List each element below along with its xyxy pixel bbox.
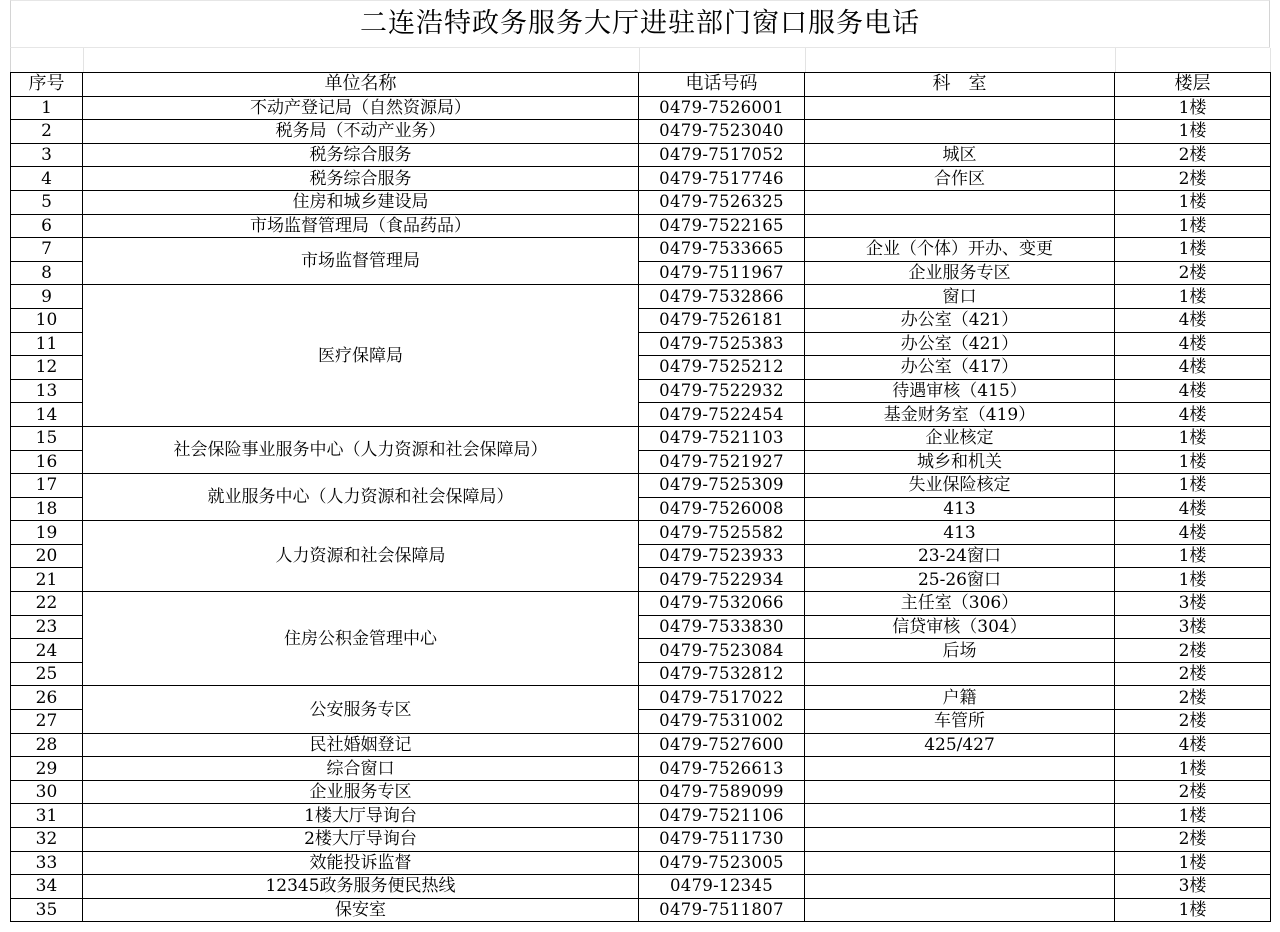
phone-directory-sheet bbox=[10, 0, 1270, 922]
cell-unit: 住房和城乡建设局 bbox=[83, 190, 639, 214]
cell-phone: 0479-7517746 bbox=[639, 167, 805, 191]
header-floor: 楼层 bbox=[1115, 73, 1271, 97]
cell-dept: 主任室（306） bbox=[805, 592, 1115, 616]
cell-unit: 就业服务中心（人力资源和社会保障局） bbox=[83, 474, 639, 521]
cell-unit: 民社婚姻登记 bbox=[83, 733, 639, 757]
cell-seq: 7 bbox=[11, 238, 83, 262]
cell-unit: 社会保险事业服务中心（人力资源和社会保障局） bbox=[83, 426, 639, 473]
cell-seq: 26 bbox=[11, 686, 83, 710]
cell-seq: 11 bbox=[11, 332, 83, 356]
table-row bbox=[11, 426, 1271, 450]
cell-seq: 1 bbox=[11, 96, 83, 120]
cell-seq: 3 bbox=[11, 143, 83, 167]
cell-floor: 2楼 bbox=[1115, 143, 1271, 167]
cell-dept: 户籍 bbox=[805, 686, 1115, 710]
cell-floor: 1楼 bbox=[1115, 757, 1271, 781]
table-row bbox=[11, 474, 1271, 498]
table-row bbox=[11, 190, 1271, 214]
cell-phone: 0479-7525309 bbox=[639, 474, 805, 498]
table-row bbox=[11, 733, 1271, 757]
table-row bbox=[11, 521, 1271, 545]
cell-floor: 1楼 bbox=[1115, 804, 1271, 828]
cell-dept: 23-24窗口 bbox=[805, 544, 1115, 568]
table-row bbox=[11, 143, 1271, 167]
cell-floor: 1楼 bbox=[1115, 851, 1271, 875]
cell-phone: 0479-7522932 bbox=[639, 379, 805, 403]
grid-line bbox=[639, 48, 640, 72]
table-row bbox=[11, 875, 1271, 899]
header-dept: 科 室 bbox=[805, 73, 1115, 97]
cell-dept: 413 bbox=[805, 521, 1115, 545]
table-row bbox=[11, 238, 1271, 262]
table-row bbox=[11, 686, 1271, 710]
cell-dept: 企业服务专区 bbox=[805, 261, 1115, 285]
cell-phone: 0479-7589099 bbox=[639, 780, 805, 804]
cell-phone: 0479-7526008 bbox=[639, 497, 805, 521]
cell-phone: 0479-7523933 bbox=[639, 544, 805, 568]
cell-floor: 2楼 bbox=[1115, 662, 1271, 686]
cell-dept: 25-26窗口 bbox=[805, 568, 1115, 592]
cell-phone: 0479-7523084 bbox=[639, 639, 805, 663]
cell-phone: 0479-7522454 bbox=[639, 403, 805, 427]
cell-phone: 0479-7525582 bbox=[639, 521, 805, 545]
cell-dept: 后场 bbox=[805, 639, 1115, 663]
cell-phone: 0479-7526181 bbox=[639, 308, 805, 332]
cell-floor: 3楼 bbox=[1115, 592, 1271, 616]
cell-seq: 17 bbox=[11, 474, 83, 498]
cell-unit: 保安室 bbox=[83, 898, 639, 922]
cell-seq: 20 bbox=[11, 544, 83, 568]
table-row bbox=[11, 851, 1271, 875]
cell-dept: 待遇审核（415） bbox=[805, 379, 1115, 403]
cell-seq: 4 bbox=[11, 167, 83, 191]
cell-seq: 8 bbox=[11, 261, 83, 285]
table-row bbox=[11, 96, 1271, 120]
table-row bbox=[11, 757, 1271, 781]
cell-floor: 1楼 bbox=[1115, 190, 1271, 214]
table-body bbox=[11, 96, 1271, 922]
cell-unit: 不动产登记局（自然资源局） bbox=[83, 96, 639, 120]
cell-seq: 28 bbox=[11, 733, 83, 757]
cell-unit: 医疗保障局 bbox=[83, 285, 639, 427]
cell-seq: 16 bbox=[11, 450, 83, 474]
cell-floor: 1楼 bbox=[1115, 238, 1271, 262]
cell-unit: 税务综合服务 bbox=[83, 167, 639, 191]
directory-table bbox=[10, 72, 1271, 922]
cell-phone: 0479-7523040 bbox=[639, 120, 805, 144]
table-row bbox=[11, 120, 1271, 144]
cell-dept: 413 bbox=[805, 497, 1115, 521]
header-phone: 电话号码 bbox=[639, 73, 805, 97]
cell-seq: 9 bbox=[11, 285, 83, 309]
cell-floor: 4楼 bbox=[1115, 379, 1271, 403]
cell-phone: 0479-7531002 bbox=[639, 710, 805, 734]
cell-phone: 0479-7527600 bbox=[639, 733, 805, 757]
cell-phone: 0479-7517052 bbox=[639, 143, 805, 167]
cell-phone: 0479-7532812 bbox=[639, 662, 805, 686]
cell-phone: 0479-7525383 bbox=[639, 332, 805, 356]
cell-floor: 2楼 bbox=[1115, 710, 1271, 734]
cell-phone: 0479-7533665 bbox=[639, 238, 805, 262]
cell-phone: 0479-7521927 bbox=[639, 450, 805, 474]
cell-seq: 34 bbox=[11, 875, 83, 899]
cell-phone: 0479-7532866 bbox=[639, 285, 805, 309]
cell-floor: 2楼 bbox=[1115, 780, 1271, 804]
cell-dept bbox=[805, 757, 1115, 781]
cell-phone: 0479-7522165 bbox=[639, 214, 805, 238]
cell-floor: 3楼 bbox=[1115, 875, 1271, 899]
grid-line bbox=[1115, 48, 1116, 72]
cell-seq: 25 bbox=[11, 662, 83, 686]
cell-floor: 4楼 bbox=[1115, 308, 1271, 332]
table-row bbox=[11, 285, 1271, 309]
cell-seq: 23 bbox=[11, 615, 83, 639]
cell-dept bbox=[805, 96, 1115, 120]
cell-seq: 2 bbox=[11, 120, 83, 144]
cell-dept: 合作区 bbox=[805, 167, 1115, 191]
cell-seq: 21 bbox=[11, 568, 83, 592]
cell-dept bbox=[805, 214, 1115, 238]
cell-seq: 29 bbox=[11, 757, 83, 781]
cell-dept bbox=[805, 190, 1115, 214]
cell-dept: 425/427 bbox=[805, 733, 1115, 757]
cell-unit: 效能投诉监督 bbox=[83, 851, 639, 875]
cell-seq: 14 bbox=[11, 403, 83, 427]
table-row bbox=[11, 214, 1271, 238]
cell-unit: 人力资源和社会保障局 bbox=[83, 521, 639, 592]
cell-seq: 5 bbox=[11, 190, 83, 214]
header-seq: 序号 bbox=[11, 73, 83, 97]
cell-dept: 城区 bbox=[805, 143, 1115, 167]
cell-dept bbox=[805, 875, 1115, 899]
cell-seq: 6 bbox=[11, 214, 83, 238]
grid-line bbox=[1270, 48, 1271, 72]
cell-phone: 0479-12345 bbox=[639, 875, 805, 899]
cell-floor: 1楼 bbox=[1115, 544, 1271, 568]
cell-dept: 办公室（421） bbox=[805, 332, 1115, 356]
cell-seq: 31 bbox=[11, 804, 83, 828]
cell-floor: 2楼 bbox=[1115, 686, 1271, 710]
table-row bbox=[11, 167, 1271, 191]
cell-seq: 18 bbox=[11, 497, 83, 521]
cell-seq: 30 bbox=[11, 780, 83, 804]
header-unit: 单位名称 bbox=[83, 73, 639, 97]
cell-floor: 1楼 bbox=[1115, 120, 1271, 144]
cell-seq: 24 bbox=[11, 639, 83, 663]
table-row bbox=[11, 780, 1271, 804]
cell-floor: 2楼 bbox=[1115, 261, 1271, 285]
cell-phone: 0479-7511967 bbox=[639, 261, 805, 285]
grid-line bbox=[83, 48, 84, 72]
cell-dept: 基金财务室（419） bbox=[805, 403, 1115, 427]
cell-floor: 2楼 bbox=[1115, 639, 1271, 663]
cell-unit: 税务局（不动产业务） bbox=[83, 120, 639, 144]
cell-floor: 4楼 bbox=[1115, 733, 1271, 757]
cell-dept bbox=[805, 780, 1115, 804]
cell-seq: 27 bbox=[11, 710, 83, 734]
cell-phone: 0479-7526613 bbox=[639, 757, 805, 781]
cell-dept: 车管所 bbox=[805, 710, 1115, 734]
cell-phone: 0479-7521103 bbox=[639, 426, 805, 450]
cell-dept bbox=[805, 851, 1115, 875]
cell-floor: 1楼 bbox=[1115, 214, 1271, 238]
grid-line bbox=[805, 48, 806, 72]
cell-seq: 33 bbox=[11, 851, 83, 875]
cell-floor: 1楼 bbox=[1115, 96, 1271, 120]
cell-unit: 市场监督管理局 bbox=[83, 238, 639, 285]
cell-seq: 32 bbox=[11, 828, 83, 852]
cell-dept bbox=[805, 898, 1115, 922]
cell-dept: 城乡和机关 bbox=[805, 450, 1115, 474]
cell-dept: 办公室（417） bbox=[805, 356, 1115, 380]
cell-floor: 4楼 bbox=[1115, 497, 1271, 521]
cell-floor: 2楼 bbox=[1115, 167, 1271, 191]
cell-seq: 35 bbox=[11, 898, 83, 922]
cell-phone: 0479-7511807 bbox=[639, 898, 805, 922]
cell-seq: 22 bbox=[11, 592, 83, 616]
cell-phone: 0479-7526001 bbox=[639, 96, 805, 120]
cell-dept bbox=[805, 828, 1115, 852]
cell-unit: 税务综合服务 bbox=[83, 143, 639, 167]
table-row bbox=[11, 804, 1271, 828]
cell-floor: 4楼 bbox=[1115, 403, 1271, 427]
blank-row bbox=[10, 47, 1270, 72]
cell-phone: 0479-7517022 bbox=[639, 686, 805, 710]
cell-unit: 市场监督管理局（食品药品） bbox=[83, 214, 639, 238]
cell-unit: 公安服务专区 bbox=[83, 686, 639, 733]
cell-floor: 1楼 bbox=[1115, 474, 1271, 498]
cell-floor: 1楼 bbox=[1115, 898, 1271, 922]
cell-dept: 企业（个体）开办、变更 bbox=[805, 238, 1115, 262]
cell-dept: 企业核定 bbox=[805, 426, 1115, 450]
cell-dept: 办公室（421） bbox=[805, 308, 1115, 332]
cell-unit: 12345政务服务便民热线 bbox=[83, 875, 639, 899]
cell-seq: 15 bbox=[11, 426, 83, 450]
cell-seq: 19 bbox=[11, 521, 83, 545]
cell-floor: 3楼 bbox=[1115, 615, 1271, 639]
table-row bbox=[11, 828, 1271, 852]
cell-floor: 1楼 bbox=[1115, 568, 1271, 592]
cell-dept bbox=[805, 804, 1115, 828]
sheet-title: 二连浩特政务服务大厅进驻部门窗口服务电话 bbox=[10, 0, 1270, 47]
cell-floor: 4楼 bbox=[1115, 521, 1271, 545]
cell-phone: 0479-7525212 bbox=[639, 356, 805, 380]
cell-unit: 综合窗口 bbox=[83, 757, 639, 781]
cell-dept: 失业保险核定 bbox=[805, 474, 1115, 498]
cell-phone: 0479-7526325 bbox=[639, 190, 805, 214]
cell-floor: 1楼 bbox=[1115, 426, 1271, 450]
cell-dept: 窗口 bbox=[805, 285, 1115, 309]
cell-dept bbox=[805, 662, 1115, 686]
cell-phone: 0479-7521106 bbox=[639, 804, 805, 828]
cell-phone: 0479-7532066 bbox=[639, 592, 805, 616]
cell-seq: 12 bbox=[11, 356, 83, 380]
cell-floor: 4楼 bbox=[1115, 356, 1271, 380]
cell-dept: 信贷审核（304） bbox=[805, 615, 1115, 639]
cell-phone: 0479-7533830 bbox=[639, 615, 805, 639]
cell-unit: 住房公积金管理中心 bbox=[83, 592, 639, 686]
cell-unit: 1楼大厅导询台 bbox=[83, 804, 639, 828]
cell-floor: 4楼 bbox=[1115, 332, 1271, 356]
cell-floor: 1楼 bbox=[1115, 285, 1271, 309]
cell-floor: 2楼 bbox=[1115, 828, 1271, 852]
cell-unit: 企业服务专区 bbox=[83, 780, 639, 804]
cell-unit: 2楼大厅导询台 bbox=[83, 828, 639, 852]
header-row bbox=[11, 73, 1271, 97]
table-row bbox=[11, 592, 1271, 616]
cell-dept bbox=[805, 120, 1115, 144]
cell-seq: 10 bbox=[11, 308, 83, 332]
table-row bbox=[11, 898, 1271, 922]
cell-phone: 0479-7511730 bbox=[639, 828, 805, 852]
cell-phone: 0479-7523005 bbox=[639, 851, 805, 875]
cell-phone: 0479-7522934 bbox=[639, 568, 805, 592]
cell-seq: 13 bbox=[11, 379, 83, 403]
cell-floor: 1楼 bbox=[1115, 450, 1271, 474]
